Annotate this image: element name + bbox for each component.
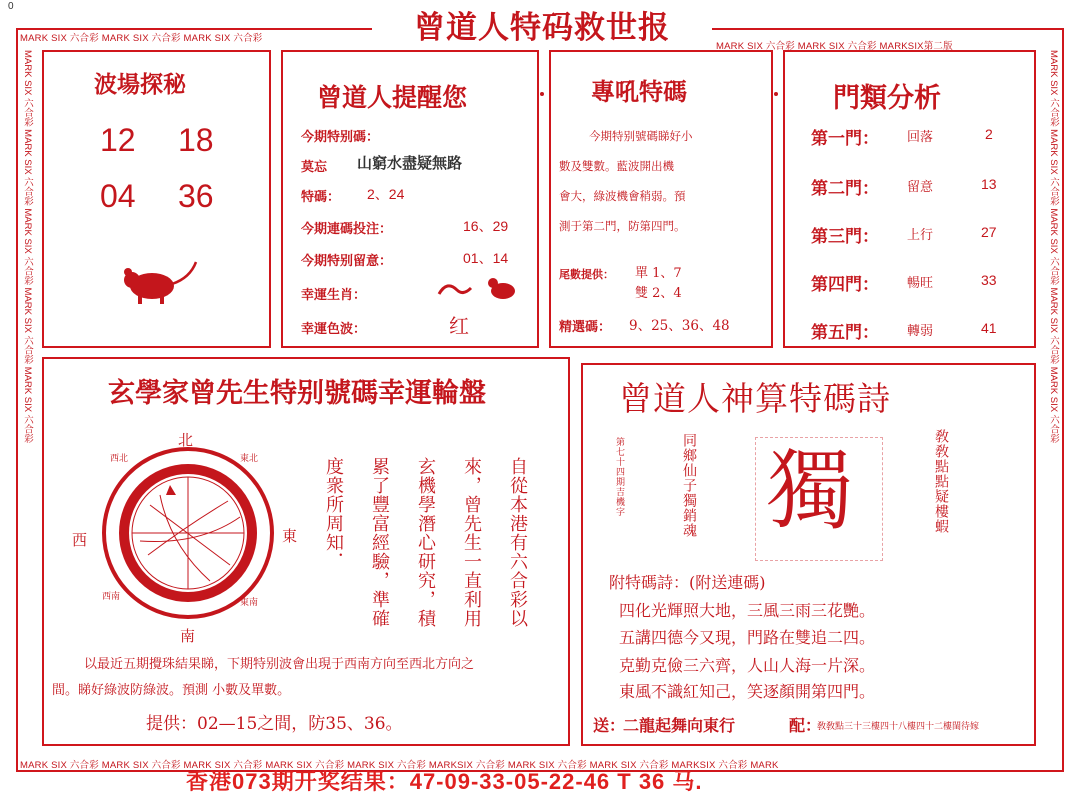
poem-head: 附特碼詩：(附送連碼) bbox=[609, 573, 766, 592]
dir-west: 西 bbox=[72, 531, 88, 549]
send-value: 二龍起舞向東行 bbox=[623, 716, 736, 735]
pick-label: 精選碼： bbox=[559, 320, 612, 335]
reminder-line2-value: 山窮水盡疑無路 bbox=[357, 154, 463, 172]
ring-northwest: 西北 bbox=[110, 454, 129, 464]
reminder-line5-value: 01、14 bbox=[463, 250, 509, 266]
wave-secret-title: 波場探秘 bbox=[94, 71, 186, 98]
door-row-3-word: 上行 bbox=[907, 228, 934, 243]
poem-line-3: 克勤克儉三六齊，人山人海一片深。 bbox=[619, 656, 876, 675]
tail-label: 尾數提供： bbox=[559, 268, 614, 281]
reminder-line6-label: 幸運生肖： bbox=[301, 288, 367, 303]
door-row-4-word: 暢旺 bbox=[907, 276, 934, 291]
wave-num-1: 12 bbox=[100, 122, 136, 158]
poem-box bbox=[581, 363, 1036, 746]
poem-line-1: 四化光輝照大地，三風三雨三花艷。 bbox=[619, 601, 876, 620]
door-row-2-word: 留意 bbox=[907, 180, 934, 195]
special-code-text2: 數及雙數。藍波開出機 bbox=[559, 159, 674, 173]
poem-left-col: 同鄉仙子獨銷魂 bbox=[681, 433, 697, 538]
pick-value: 9、25、36、48 bbox=[629, 318, 730, 334]
ring-southeast: 東南 bbox=[240, 598, 259, 608]
door-row-3-label: 第三門： bbox=[811, 227, 879, 247]
wave-num-3: 04 bbox=[100, 178, 136, 214]
send-label: 送： bbox=[593, 716, 626, 735]
lucky-zodiac-icons bbox=[433, 274, 523, 302]
door-row-1-label: 第一門： bbox=[811, 129, 879, 149]
wheel-col-5: 度衆所周知． bbox=[323, 457, 344, 571]
lucky-wheel-title: 玄學家曾先生特别號碼幸運輪盤 bbox=[108, 378, 486, 409]
reminder-line7-label: 幸運色波： bbox=[301, 322, 367, 337]
wheel-col-2: 來，曾先生一直利用 bbox=[461, 457, 482, 628]
poem-title: 曾道人神算特碼詩 bbox=[619, 379, 891, 418]
tail-double: 雙 2、4 bbox=[635, 286, 682, 301]
special-code-text4: 測于第二門，防第四門。 bbox=[559, 219, 686, 233]
dir-north: 北 bbox=[178, 431, 194, 449]
reminder-line4-value: 16、29 bbox=[463, 218, 509, 234]
door-row-5-label: 第五門： bbox=[811, 323, 879, 343]
reminder-line4-label: 今期連碼投注： bbox=[301, 222, 393, 237]
wheel-col-3: 玄機學潛心研究，積 bbox=[415, 457, 436, 628]
special-code-text1: 今期特别號碼睇好小 bbox=[589, 129, 693, 143]
door-row-5-word: 轉弱 bbox=[907, 324, 934, 339]
reminder-line3-label: 特碼： bbox=[301, 190, 341, 205]
reminder-line7-value: 红 bbox=[449, 314, 469, 338]
special-code-box bbox=[549, 50, 773, 348]
ring-southwest: 西南 bbox=[102, 592, 121, 602]
result-footer: 香港073期开奖结果：47-09-33-05-22-46 T 36 马. bbox=[186, 769, 703, 794]
pei-value: 敎敎點三十三樓四十八樓四十二樓閨待嫁 bbox=[817, 722, 980, 732]
wave-num-4: 36 bbox=[178, 178, 214, 214]
pei-label: 配： bbox=[789, 716, 822, 735]
tail-single: 單 1、7 bbox=[635, 266, 682, 281]
poem-right-col: 敎敎點點疑樓蝦 bbox=[933, 429, 949, 534]
left-strip: MARK SIX 六合彩 MARK SIX 六合彩 MARK SIX 六合彩 MARK SIX 六合彩 MARK SIX 六合彩 bbox=[22, 50, 33, 444]
right-strip: MARK SIX 六合彩 MARK SIX 六合彩 MARK SIX 六合彩 MARK SIX 六合彩 MARK SIX 六合彩 bbox=[1048, 50, 1059, 444]
bottom-strip: MARK SIX 六合彩 MARK SIX 六合彩 MARK SIX 六合彩 MARK SIX 六合彩 MARK SIX 六合彩 MARKSIX 六合彩 MARK SIX 六合彩 MARK SIX 六合彩 MARKSIX 六合彩 MARK bbox=[20, 760, 779, 771]
door-analysis-title: 門類分析 bbox=[833, 83, 941, 114]
door-row-5-num: 41 bbox=[981, 320, 997, 336]
door-row-2-num: 13 bbox=[981, 176, 997, 192]
wheel-para-1: 以最近五期攪珠結果睇，下期特别波會出現于西南方向至西北方向之 bbox=[84, 657, 475, 672]
door-row-4-label: 第四門： bbox=[811, 275, 879, 295]
reminder-title: 曾道人提醒您 bbox=[317, 83, 468, 112]
wave-num-2: 18 bbox=[178, 122, 214, 158]
reminder-line2-label: 莫忘 bbox=[301, 160, 328, 175]
wheel-para-2: 間。睇好綠波防綠波。預測 小數及單數。 bbox=[52, 683, 291, 698]
wave-secret-box bbox=[42, 50, 271, 348]
separator-dot bbox=[774, 92, 778, 96]
poem-line-4: 東風不識紅知己，笑逐顏開第四門。 bbox=[619, 682, 876, 701]
reminder-line5-label: 今期特别留意： bbox=[301, 254, 393, 269]
reminder-line1: 今期特别碼： bbox=[301, 130, 380, 145]
poem-left-small: 第七十四期吉機字 bbox=[614, 437, 624, 517]
special-code-title: 專吼特碼 bbox=[591, 77, 687, 106]
corner-mark: 0 bbox=[8, 1, 14, 12]
rat-icon bbox=[116, 252, 206, 312]
wheel-col-4: 累了豐富經驗，準確 bbox=[369, 457, 390, 628]
poem-line-2: 五講四德今又現，門路在雙追二四。 bbox=[619, 628, 876, 647]
separator-dot bbox=[540, 92, 544, 96]
lucky-wheel-box bbox=[42, 357, 570, 746]
page-title: 曾道人特码救世报 bbox=[372, 10, 712, 46]
door-row-1-word: 回落 bbox=[907, 130, 934, 145]
dir-south: 南 bbox=[180, 627, 196, 645]
ring-northeast: 東北 bbox=[240, 454, 259, 464]
door-row-4-num: 33 bbox=[981, 272, 997, 288]
special-code-text3: 會大，綠波機會稍弱。預 bbox=[559, 189, 686, 203]
door-row-2-label: 第二門： bbox=[811, 179, 879, 199]
dir-east: 東 bbox=[282, 527, 298, 545]
door-row-3-num: 27 bbox=[981, 224, 997, 240]
top-strip-left: MARK SIX 六合彩 MARK SIX 六合彩 MARK SIX 六合彩 bbox=[20, 33, 263, 44]
top-strip-right: MARK SIX 六合彩 MARK SIX 六合彩 MARKSIX第二版 bbox=[716, 41, 953, 52]
reminder-line3-value: 2、24 bbox=[367, 186, 405, 202]
reminder-box bbox=[281, 50, 539, 348]
wheel-provide: 提供：02—15之間，防35、36。 bbox=[146, 714, 403, 734]
door-row-1-num: 2 bbox=[985, 126, 993, 142]
poem-big-char: 獨 bbox=[767, 441, 853, 541]
wheel-col-1: 自從本港有六合彩以 bbox=[507, 457, 528, 628]
door-analysis-box bbox=[783, 50, 1036, 348]
